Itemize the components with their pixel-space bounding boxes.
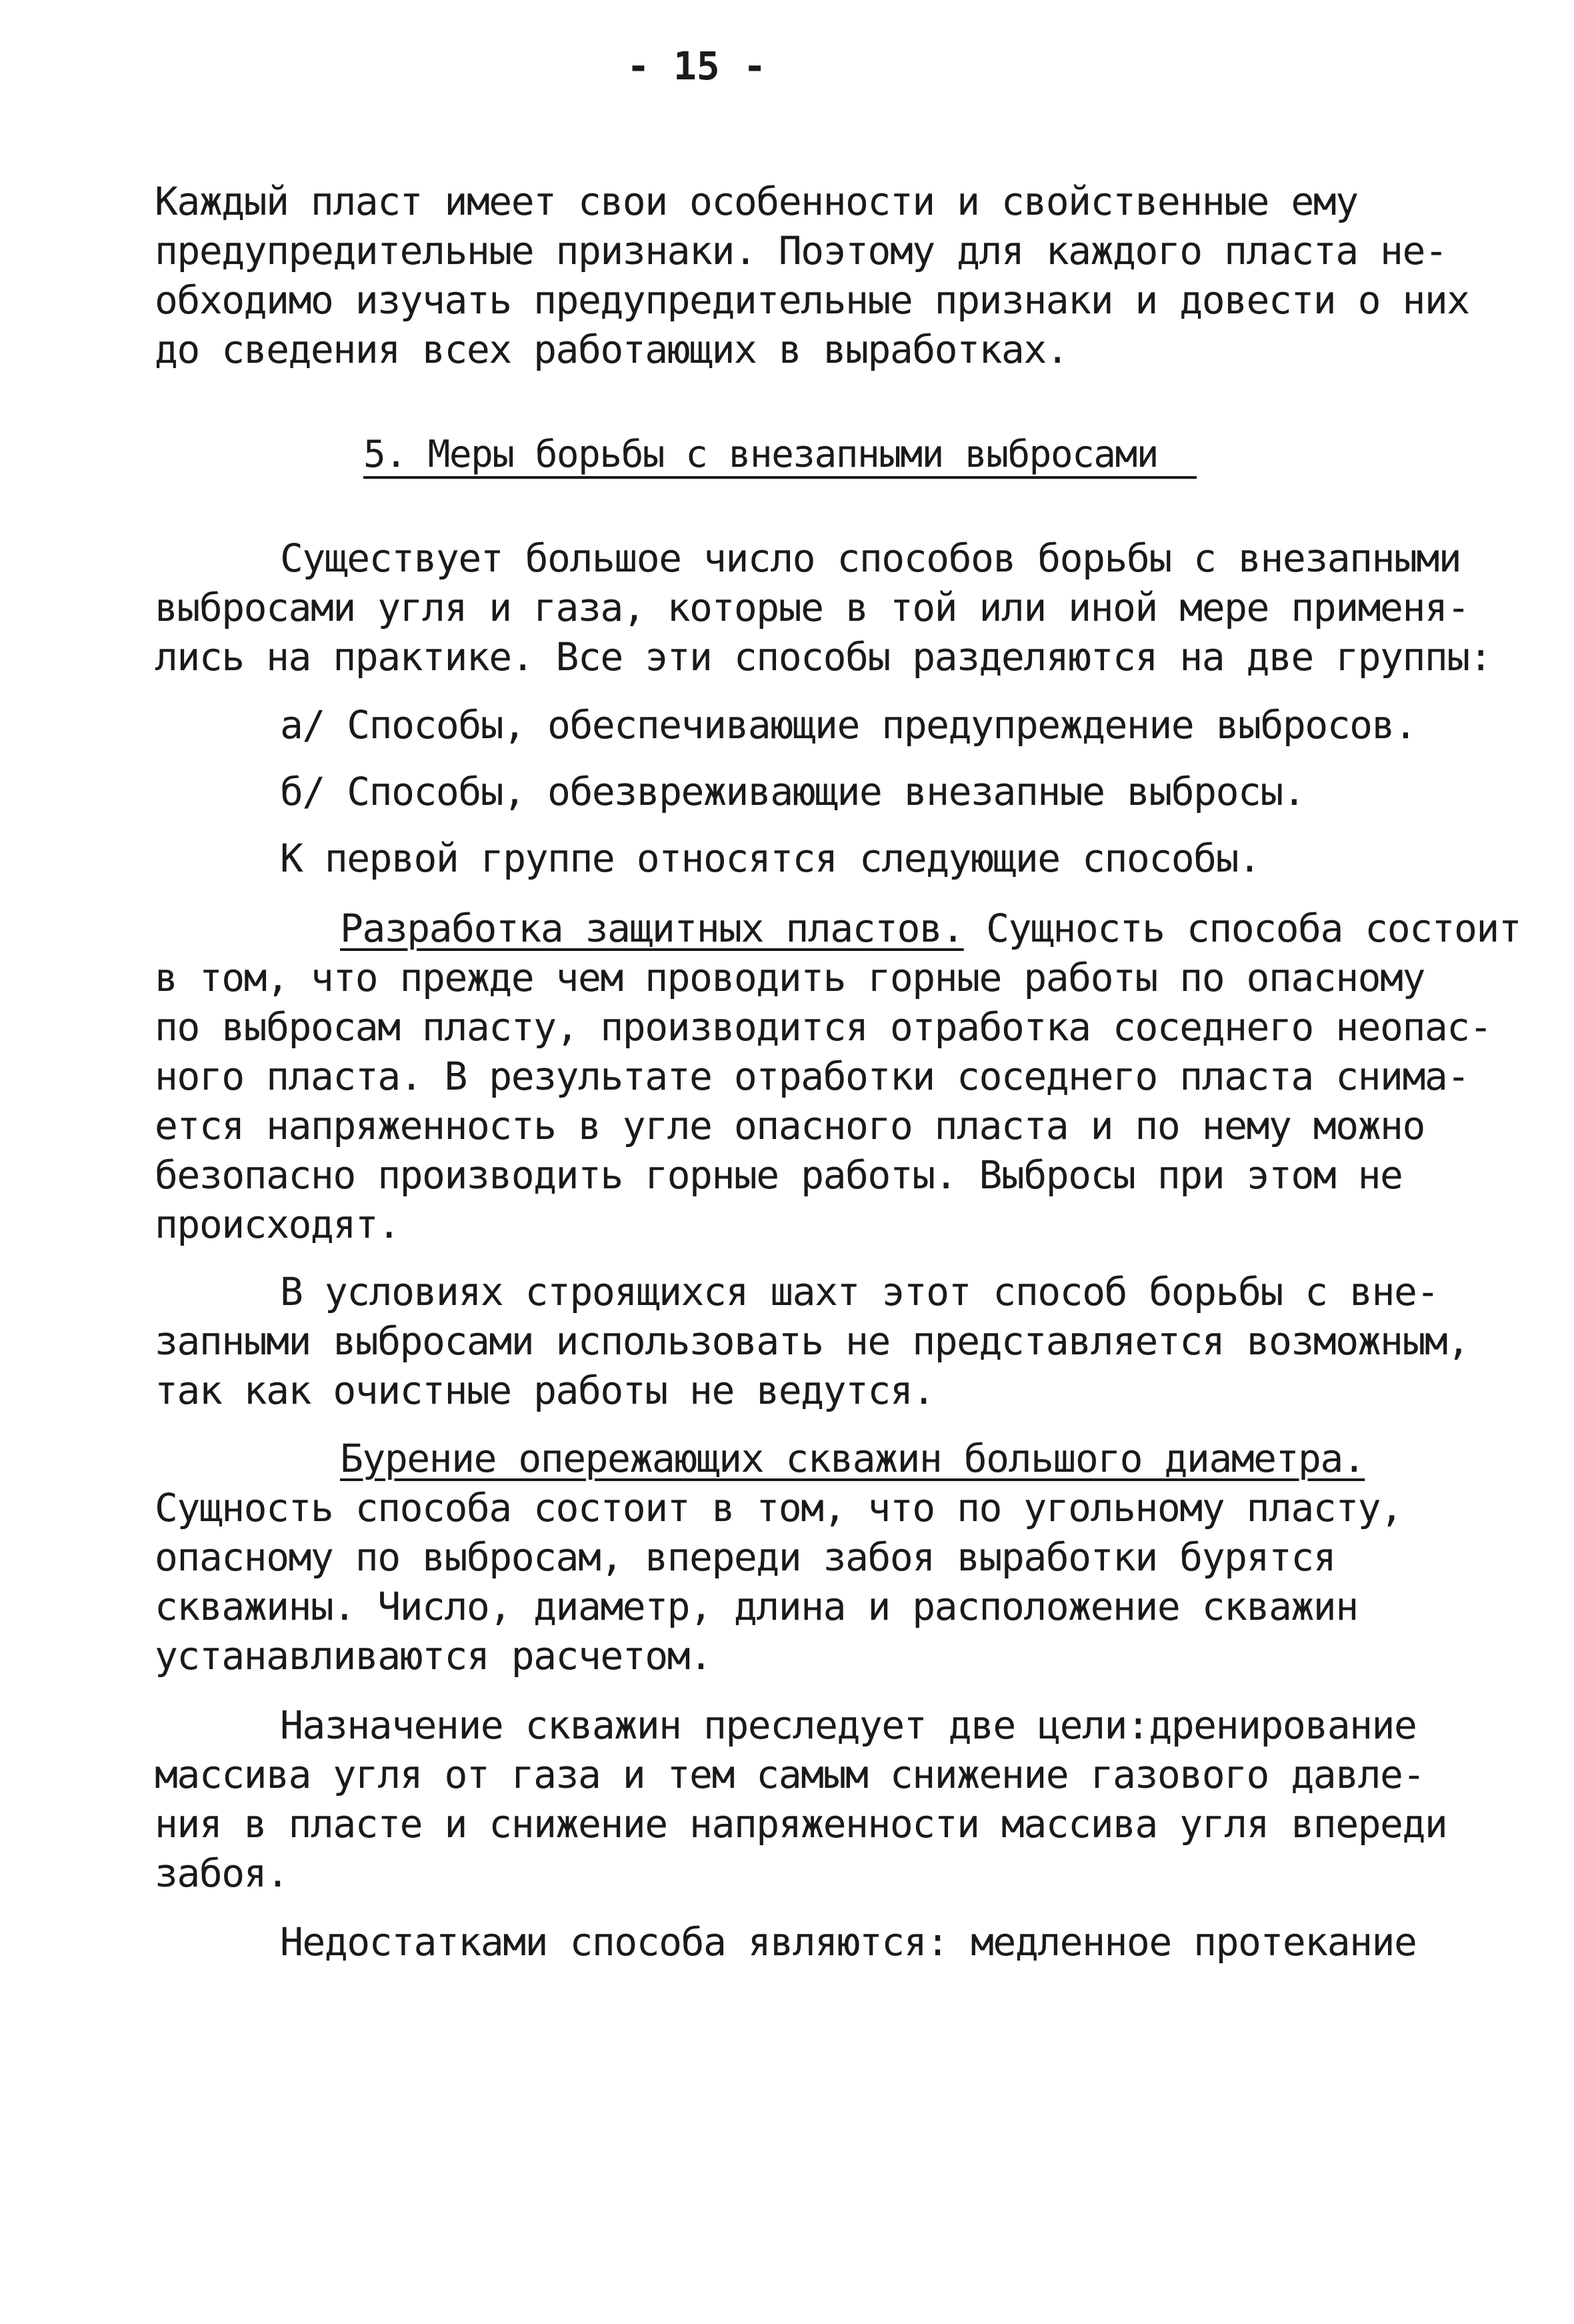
text-line: до сведения всех работающих в выработках. <box>155 327 1069 372</box>
text-line: скважины. Число, диаметр, длина и расположение скважин <box>155 1584 1358 1629</box>
text-line: Сущность способа состоит в том, что по угольному пласту, <box>155 1485 1403 1530</box>
text-line: К первой группе относятся следующие способы. <box>280 836 1261 881</box>
text-fragment: Сущность способа состоит <box>963 906 1521 951</box>
text-line: происходят. <box>155 1202 400 1247</box>
text-line: так как очистные работы не ведутся. <box>155 1368 935 1413</box>
section-title: 5. Меры борьбы с внезапными выбросами <box>363 433 1158 476</box>
text-line: Существует большое число способов борьбы с внезапными <box>280 535 1461 581</box>
list-item: а/ Способы, обеспечивающие предупреждение выбросов. <box>280 702 1417 748</box>
text-line: Каждый пласт имеет свои особенности и свойственные ему <box>155 179 1358 224</box>
text-line: предупредительные признаки. Поэтому для каждого пласта не- <box>155 228 1447 273</box>
text-line: лись на практике. Все эти способы разделяются на две группы: <box>155 634 1492 680</box>
page-number: - 15 - <box>627 43 767 89</box>
text-line: В условиях строящихся шахт этот способ борьбы с вне- <box>280 1269 1439 1314</box>
text-line: массива угля от газа и тем самым снижение газового давле- <box>155 1752 1425 1797</box>
subsection-line <box>340 1434 1365 1483</box>
subsection-heading: Бурение опережающих скважин большого диаметра. <box>340 1436 1365 1481</box>
text-line: опасному по выбросам, впереди забоя выработки бурятся <box>155 1534 1336 1580</box>
text-line: выбросами угля и газа, которые в той или иной мере применя- <box>155 585 1469 630</box>
text-line: забоя. <box>155 1851 289 1896</box>
subsection-heading: Разработка защитных пластов. <box>340 906 964 951</box>
text-line: запными выбросами использовать не представляется возможным, <box>155 1318 1469 1364</box>
text-line: по выбросам пласту, производится отработка соседнего неопас- <box>155 1004 1492 1050</box>
text-line: Недостатками способа являются: медленное протекание <box>280 1919 1417 1965</box>
text-line: ется напряженность в угле опасного пласта и по нему можно <box>155 1103 1425 1148</box>
text-line: устанавливаются расчетом. <box>155 1633 712 1678</box>
text-line: безопасно производить горные работы. Выбросы при этом не <box>155 1152 1403 1198</box>
text-line: в том, что прежде чем проводить горные работы по опасному <box>155 955 1425 1000</box>
subsection-line <box>340 904 1521 953</box>
section-title-underline <box>363 476 1197 479</box>
text-line: обходимо изучать предупредительные признаки и довести о них <box>155 277 1469 323</box>
text-line: ного пласта. В результате отработки соседнего пласта снима- <box>155 1054 1469 1099</box>
text-line: Назначение скважин преследует две цели:дренирование <box>280 1702 1417 1748</box>
list-item: б/ Способы, обезвреживающие внезапные выбросы. <box>280 769 1305 814</box>
text-line: ния в пласте и снижение напряженности массива угля впереди <box>155 1801 1447 1847</box>
